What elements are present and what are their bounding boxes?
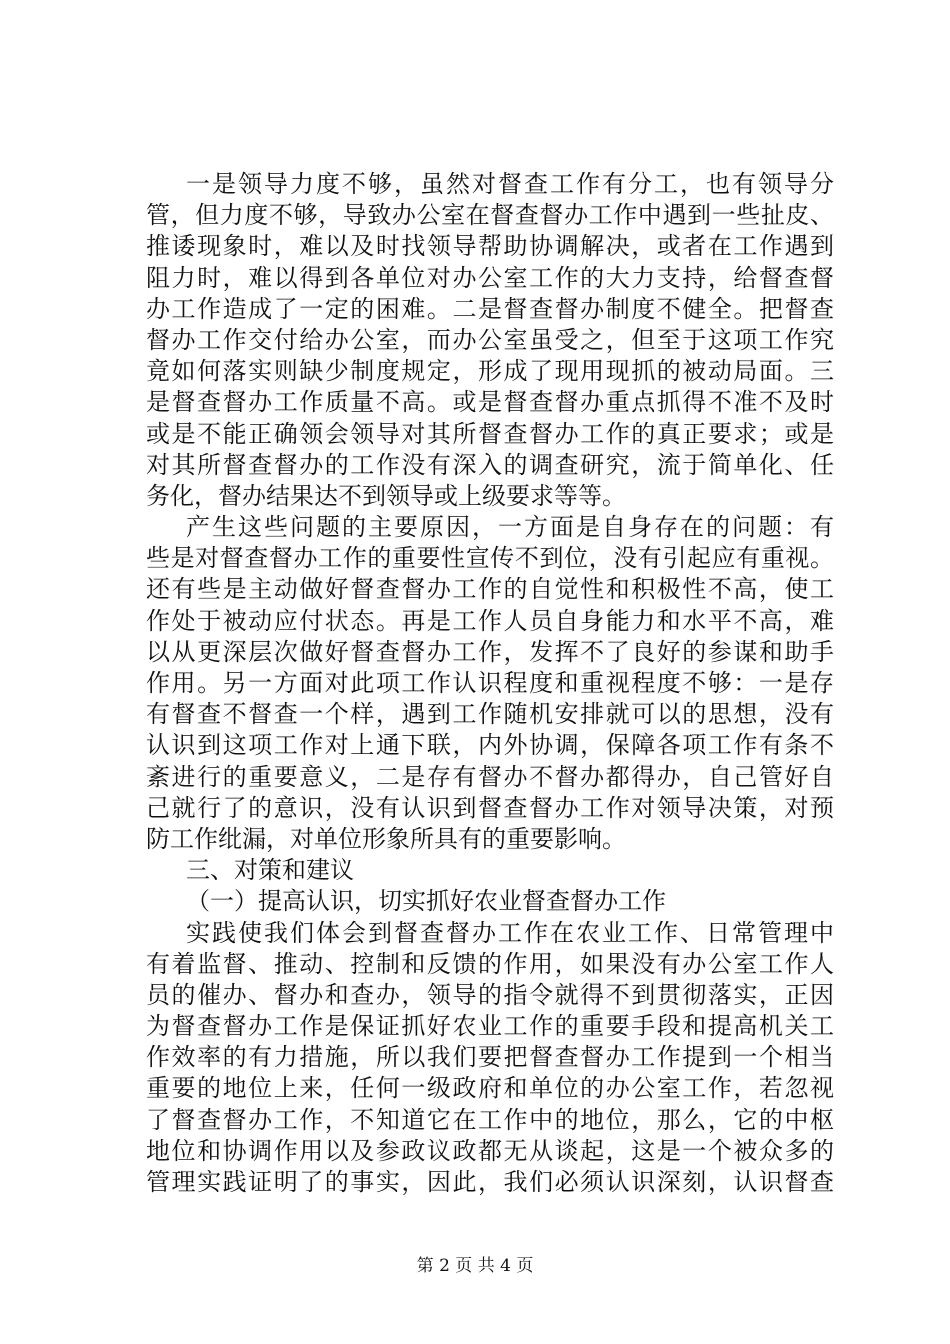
text-line: 以从更深层次做好督查督办工作，发挥不了良好的参谋和助手 [146, 637, 834, 666]
text-line: 办工作造成了一定的困难。二是督查督办制度不健全。把督查 [146, 294, 834, 323]
text-line: 阻力时，难以得到各单位对办公室工作的大力支持，给督查督 [146, 263, 834, 292]
text-line: 重要的地位上来，任何一级政府和单位的办公室工作，若忽视 [146, 1074, 834, 1103]
text-line: 督办工作交付给办公室，而办公室虽受之，但至于这项工作究 [146, 325, 834, 354]
page-footer: 第 2 页 共 4 页 [416, 1256, 534, 1276]
text-line: 实践使我们体会到督查督办工作在农业工作、日常管理中 [186, 918, 834, 947]
text-line: 管，但力度不够，导致办公室在督查督办工作中遇到一些扯皮、 [146, 201, 834, 230]
text-line: 己就行了的意识，没有认识到督查督办工作对领导决策，对预 [146, 793, 834, 822]
text-line: 竟如何落实则缺少制度规定，形成了现用现抓的被动局面。三 [146, 357, 834, 386]
document-body [146, 169, 834, 1198]
text-line: 作处于被动应付状态。再是工作人员自身能力和水平不高，难 [146, 606, 834, 635]
text-line: 紊进行的重要意义，二是存有督办不督办都得办，自己管好自 [146, 762, 834, 791]
text-line: 推诿现象时，难以及时找领导帮助协调解决，或者在工作遇到 [146, 232, 834, 261]
text-line: 有督查不督查一个样，遇到工作随机安排就可以的思想，没有 [146, 700, 834, 729]
text-line: 三、对策和建议 [186, 856, 354, 885]
text-line: 对其所督查督办的工作没有深入的调查研究，流于简单化、任 [146, 450, 834, 479]
text-line: 一是领导力度不够，虽然对督查工作有分工，也有领导分 [186, 170, 834, 198]
text-line: 管理实践证明了的事实，因此，我们必须认识深刻，认识督查 [146, 1168, 834, 1196]
text-line: 些是对督查督办工作的重要性宣传不到位，没有引起应有重视。 [146, 544, 834, 573]
text-line: 作效率的有力措施，所以我们要把督查督办工作提到一个相当 [146, 1043, 834, 1072]
text-line: 防工作纰漏，对单位形象所具有的重要影响。 [146, 824, 626, 853]
text-line: 了督查督办工作，不知道它在工作中的地位，那么，它的中枢 [146, 1105, 834, 1134]
text-line: 还有些是主动做好督查督办工作的自觉性和积极性不高，使工 [146, 575, 834, 604]
text-line: 地位和协调作用以及参政议政都无从谈起，这是一个被众多的 [146, 1136, 834, 1165]
text-line: 认识到这项工作对上通下联，内外协调，保障各项工作有条不 [146, 731, 834, 760]
text-line: 务化，督办结果达不到领导或上级要求等等。 [146, 481, 626, 510]
text-line: 或是不能正确领会领导对其所督查督办工作的真正要求；或是 [146, 419, 834, 448]
text-line: （一）提高认识，切实抓好农业督查督办工作 [186, 887, 666, 916]
text-line: 员的催办、督办和查办，领导的指令就得不到贯彻落实，正因 [146, 980, 834, 1009]
text-line: 产生这些问题的主要原因，一方面是自身存在的问题：有 [186, 513, 834, 542]
text-line: 为督查督办工作是保证抓好农业工作的重要手段和提高机关工 [146, 1012, 834, 1041]
text-line: 有着监督、推动、控制和反馈的作用，如果没有办公室工作人 [146, 949, 834, 978]
text-line: 作用。另一方面对此项工作认识程度和重视程度不够：一是存 [146, 669, 834, 697]
text-line: 是督查督办工作质量不高。或是督查督办重点抓得不准不及时 [146, 388, 834, 417]
